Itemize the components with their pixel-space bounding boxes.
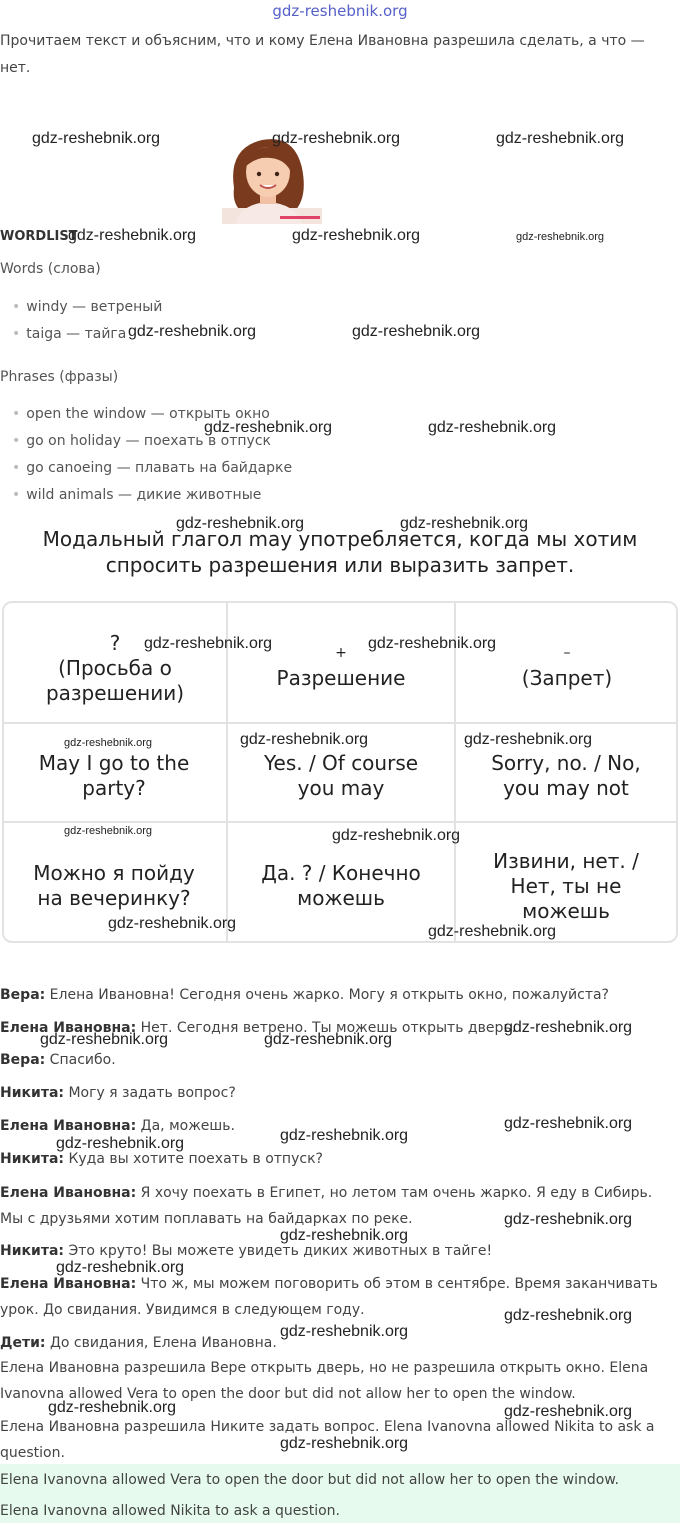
- table-cell: Да. ? / Конечно можешь: [261, 861, 421, 910]
- line-text: До свидания, Елена Ивановна.: [45, 1335, 277, 1351]
- speaker: Никита:: [0, 1151, 64, 1167]
- prohibition-label: (Запрет): [521, 666, 613, 690]
- words-label: Words (слова): [0, 261, 101, 277]
- speaker: Елена Ивановна:: [0, 1118, 137, 1134]
- watermark: gdz-reshebnik.org: [504, 1211, 633, 1228]
- speaker: Дети:: [0, 1335, 46, 1351]
- watermark: gdz-reshebnik.org: [280, 1127, 409, 1144]
- watermark: gdz-reshebnik.org: [264, 1031, 393, 1048]
- watermark: gdz-reshebnik.org: [504, 1115, 633, 1132]
- permission-label: Разрешение: [276, 666, 406, 690]
- answer-text: Elena Ivanovna allowed Nikita to ask a question.: [0, 1503, 340, 1519]
- watermark: gdz-reshebnik.org: [48, 1399, 177, 1416]
- watermark: gdz-reshebnik.org: [368, 635, 497, 652]
- watermark: gdz-reshebnik.org: [128, 323, 257, 340]
- dialogue-line: [0, 1047, 672, 1073]
- question-symbol: ?: [109, 630, 121, 655]
- watermark: gdz-reshebnik.org: [332, 827, 461, 844]
- watermark: gdz-reshebnik.org: [280, 1323, 409, 1340]
- watermark: gdz-reshebnik.org: [504, 1403, 633, 1420]
- wordlist-title: WORDLIST: [0, 229, 78, 244]
- watermark: gdz-reshebnik.org: [56, 1259, 185, 1276]
- watermark: gdz-reshebnik.org: [108, 915, 237, 932]
- word-item: • windy — ветреный: [0, 299, 162, 315]
- question-label: (Просьба о разрешении): [45, 655, 185, 705]
- watermark: gdz-reshebnik.org: [352, 323, 481, 340]
- speaker: Вера:: [0, 987, 46, 1003]
- watermark: gdz-reshebnik.org: [144, 635, 273, 652]
- watermark: gdz-reshebnik.org: [516, 231, 605, 243]
- phrases-label: Phrases (фразы): [0, 369, 119, 385]
- table-cell: Sorry, no. / No, you may not: [491, 751, 641, 800]
- table-cell: Извини, нет. / Нет, ты не можешь: [493, 848, 639, 923]
- answer-text: Elena Ivanovna allowed Vera to open the door but did not allow her to open the window.: [0, 1472, 619, 1488]
- line-text: Это круто! Вы можете увидеть диких животных в тайге!: [64, 1243, 493, 1259]
- watermark: gdz-reshebnik.org: [64, 737, 153, 749]
- table-cell: Можно я пойду на вечеринку?: [33, 861, 195, 910]
- answer-highlight: [0, 1464, 680, 1498]
- watermark: gdz-reshebnik.org: [280, 1227, 409, 1244]
- watermark: gdz-reshebnik.org: [204, 419, 333, 436]
- explanation-text: Елена Ивановна разрешила Вере открыть дверь, но не разрешила открыть окно. Elena Ivanovna allowed Vera to open the door but did not allow her to open the window.: [0, 1360, 649, 1402]
- dialogue-line: [0, 1080, 672, 1106]
- line-text: Да, можешь.: [136, 1118, 235, 1134]
- word-item: • taiga — тайга: [0, 326, 126, 342]
- watermark: gdz-reshebnik.org: [280, 1435, 409, 1452]
- watermark: gdz-reshebnik.org: [32, 130, 161, 147]
- line-text: Могу я задать вопрос?: [64, 1085, 236, 1101]
- watermark: gdz-reshebnik.org: [400, 515, 529, 532]
- modal-note: Модальный глагол may употребляется, когда мы хотим спросить разрешения или выразить запрет.: [42, 527, 638, 577]
- watermark: gdz-reshebnik.org: [292, 227, 421, 244]
- phrase-item: • wild animals — дикие животные: [0, 487, 261, 503]
- watermark: gdz-reshebnik.org: [464, 731, 593, 748]
- speaker: Елена Ивановна:: [0, 1276, 137, 1292]
- answer-highlight: [0, 1497, 680, 1523]
- phrase-item: • go canoeing — плавать на байдарке: [0, 460, 292, 476]
- site-title[interactable]: gdz-reshebnik.org: [272, 2, 408, 20]
- speaker: Никита:: [0, 1085, 64, 1101]
- plus-symbol: +: [335, 645, 347, 661]
- line-text: Спасибо.: [45, 1052, 116, 1068]
- watermark: gdz-reshebnik.org: [504, 1307, 633, 1324]
- speaker: Никита:: [0, 1243, 64, 1259]
- watermark: gdz-reshebnik.org: [64, 825, 153, 837]
- line-text: Что ж, мы можем поговорить об этом в сентябре. Время заканчивать урок. До свидания. Увидимся в следующем году.: [0, 1276, 658, 1318]
- phrase-item: • open the window — открыть окно: [0, 406, 270, 422]
- table-cell: Yes. / Of course you may: [263, 751, 419, 800]
- watermark: gdz-reshebnik.org: [56, 1135, 185, 1152]
- line-text: Куда вы хотите поехать в отпуск?: [64, 1151, 323, 1167]
- watermark: gdz-reshebnik.org: [40, 1031, 169, 1048]
- speaker: Елена Ивановна:: [0, 1185, 137, 1201]
- speaker: Вера:: [0, 1052, 46, 1068]
- minus-symbol: –: [563, 645, 571, 661]
- watermark: gdz-reshebnik.org: [428, 419, 557, 436]
- explanation-text: Елена Ивановна разрешила Никите задать вопрос. Elena Ivanovna allowed Nikita to ask a question.: [0, 1419, 655, 1461]
- watermark: gdz-reshebnik.org: [504, 1019, 633, 1036]
- table-cell: May I go to the party?: [38, 751, 190, 800]
- intro-text: Прочитаем текст и объясним, что и кому Елена Ивановна разрешила сделать, а что — нет.: [0, 33, 645, 76]
- dialogue-line: [0, 982, 672, 1008]
- watermark: gdz-reshebnik.org: [176, 515, 305, 532]
- watermark: gdz-reshebnik.org: [428, 923, 557, 940]
- table-divider: [2, 821, 678, 823]
- speaker: Елена Ивановна:: [0, 1020, 137, 1036]
- watermark: gdz-reshebnik.org: [496, 130, 625, 147]
- line-text: Я хочу поехать в Египет, но летом там очень жарко. Я еду в Сибирь. Мы с друзьями хотим поплавать на байдарках по реке.: [0, 1185, 653, 1227]
- watermark: gdz-reshebnik.org: [240, 731, 369, 748]
- watermark: gdz-reshebnik.org: [68, 227, 197, 244]
- table-divider: [2, 722, 678, 724]
- line-text: Елена Ивановна! Сегодня очень жарко. Могу я открыть окно, пожалуйста?: [45, 987, 609, 1003]
- phrase-item: • go on holiday — поехать в отпуск: [0, 433, 271, 449]
- line-text: Нет. Сегодня ветрено. Ты можешь открыть дверь.: [136, 1020, 517, 1036]
- watermark: gdz-reshebnik.org: [272, 130, 401, 147]
